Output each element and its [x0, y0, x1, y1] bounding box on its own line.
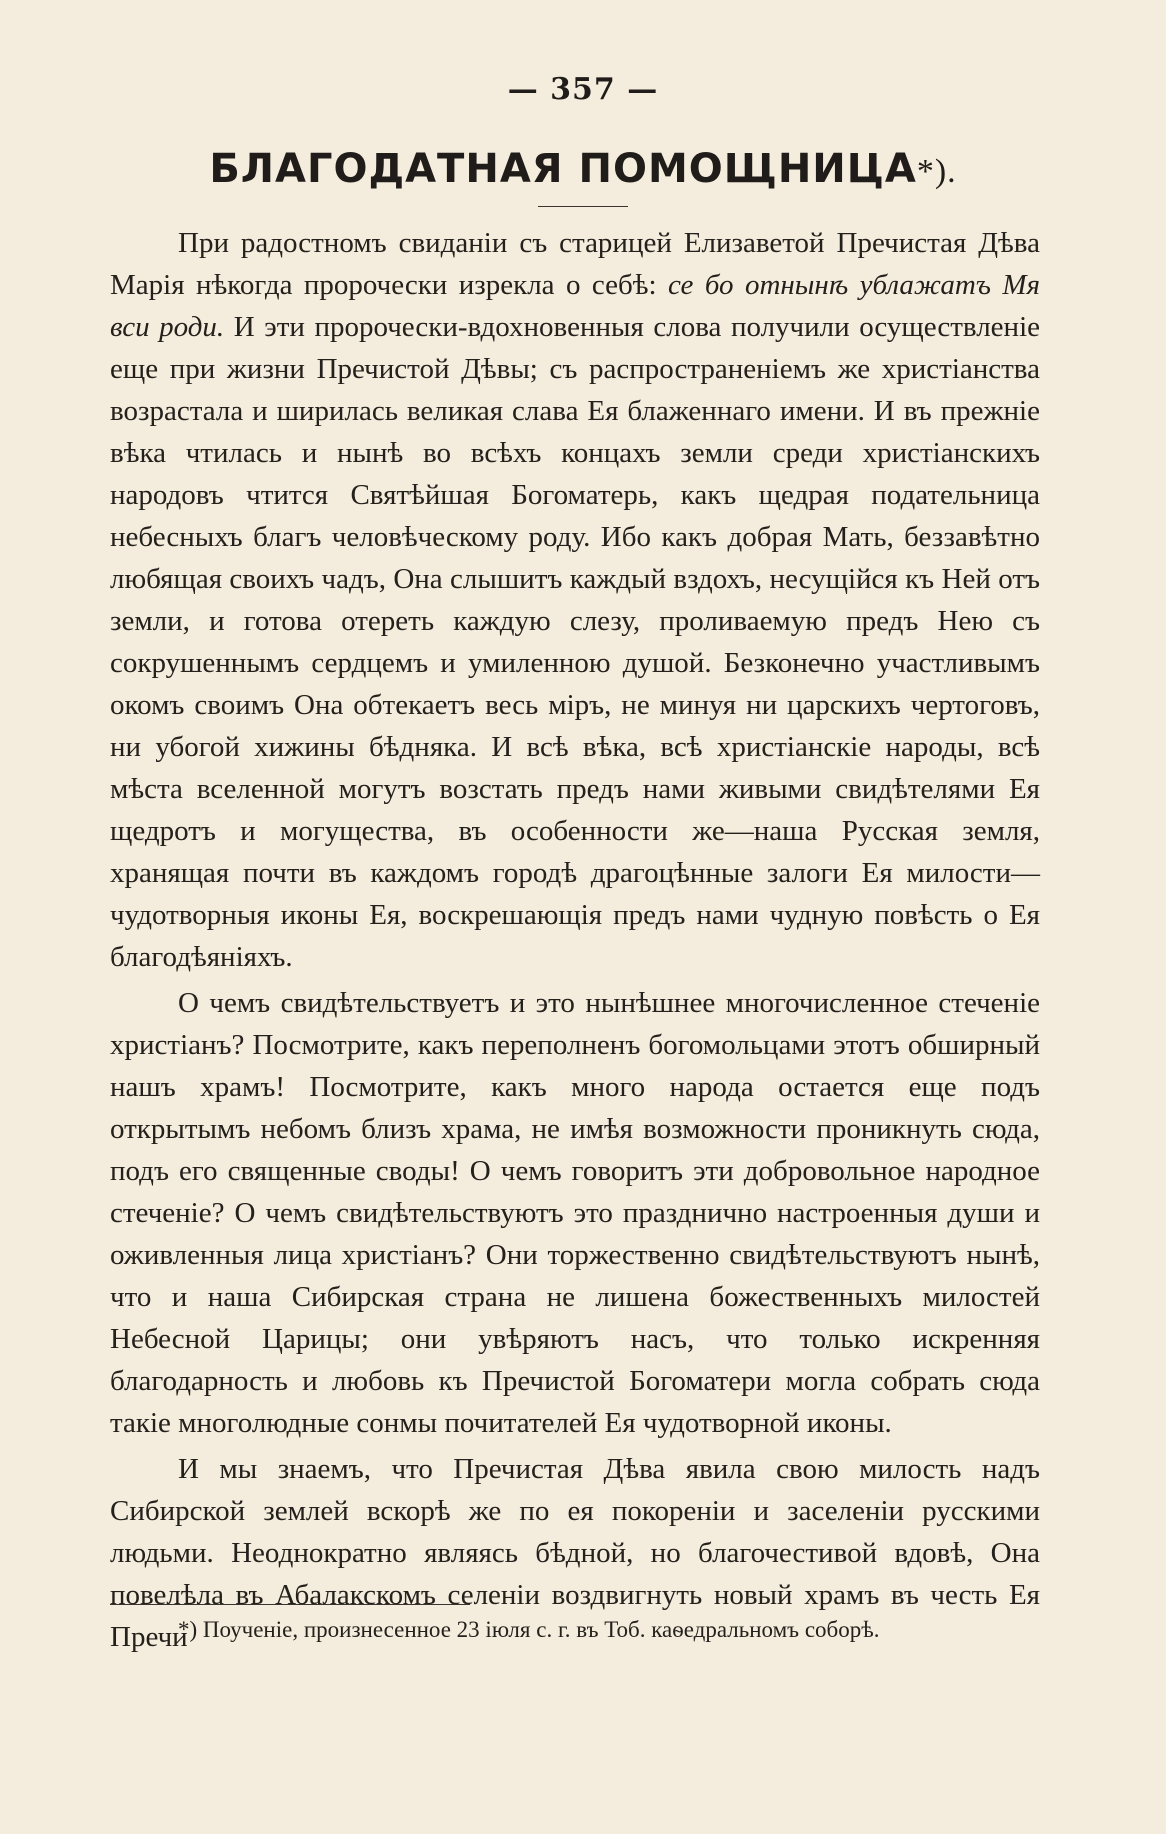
- title-text: БЛАГОДАТНАЯ ПОМОЩНИЦА: [209, 146, 917, 192]
- footnote: *) Поученіе, произнесенное 23 іюля с. г. въ Тоб. каѳедральномъ соборѣ.: [178, 1617, 880, 1642]
- paragraph-2: О чемъ свидѣтельствуетъ и это нынѣшнее многочисленное стеченіе христіанъ? Посмотрите, какъ переполненъ богомольцами этотъ обширный нашъ храмъ! Посмотрите, какъ много народа остается еще подъ открытымъ небомъ близъ храма, не имѣя возможности проникнуть сюда, подъ его священные своды! О чемъ говоритъ эти добровольное народное стеченіе? О чемъ свидѣтельствуютъ это празднично настроенныя души и оживленныя лица христіанъ? Они торжественно свидѣтельствуютъ нынѣ, что и наша Сибирская страна не лишена божественныхъ милостей Небесной Царицы; они увѣряютъ насъ, что только искренняя благодарность и любовь къ Пречистой Богоматери могла собрать сюда такіе многолюдные сонмы почитателей Ея чудотворной иконы.: [110, 987, 1040, 1439]
- title-footnote-mark: *).: [916, 153, 957, 190]
- paragraph-1-rest: И эти пророчески-вдохновенныя слова получили осуществленіе еще при жизни Пречистой Дѣвы; съ распространеніемъ же христіанства возрастала и ширилась великая слава Ея блаженнаго имени. И въ прежніе вѣка чтилась и нынѣ во всѣхъ концахъ земли среди христіанскихъ народовъ чтится Святѣйшая Богоматерь, какъ щедрая подательница небесныхъ благъ человѣческому роду. Ибо какъ добрая Мать, беззавѣтно любящая своихъ чадъ, Она слышитъ каждый вздохъ, несущійся къ Ней отъ земли, и готова отереть каждую слезу, проливаемую предъ Нею съ сокрушеннымъ сердцемъ и умиленною душой. Безконечно участливымъ окомъ своимъ Она обтекаетъ весь міръ, не минуя ни царскихъ чертоговъ, ни убогой хижины бѣдняка. И всѣ вѣка, всѣ христіанскіе народы, всѣ мѣста вселенной могутъ возстать предъ нами живыми свидѣтелями Ея щедротъ и могущества, въ особенности же—наша Русская земля, хранящая почти въ каждомъ городѣ драгоцѣнные залоги Ея милости—чудотворныя иконы Ея, воскрешающія предъ нами чудную повѣсть о Ея благодѣяніяхъ.: [110, 311, 1040, 973]
- page-title: [0, 146, 1166, 192]
- paragraph-3: И мы знаемъ, что Пречистая Дѣва явила свою милость надъ Сибирской землей вскорѣ же по ея покореніи и заселеніи русскими людьми. Неоднократно являясь бѣдной, но благочестивой вдовѣ, Она повелѣла въ Абалакскомъ селеніи воздвигнуть новый храмъ въ честь Ея Пречи: [110, 1453, 1040, 1653]
- article-body: [110, 222, 1040, 1658]
- footnote-divider: [110, 1604, 470, 1605]
- page-number: — 357 —: [507, 72, 659, 107]
- paragraph-1-quote: се бо отнынѣ ублажатъ Мя вси роди.: [110, 269, 1040, 343]
- paragraph-1: [110, 222, 1040, 978]
- paragraph-1-lead: При радостномъ свиданіи съ старицей Елизаветой Пречистая Дѣва Марія нѣкогда пророчески изрекла о себѣ:: [110, 227, 1040, 301]
- title-divider: [538, 206, 628, 207]
